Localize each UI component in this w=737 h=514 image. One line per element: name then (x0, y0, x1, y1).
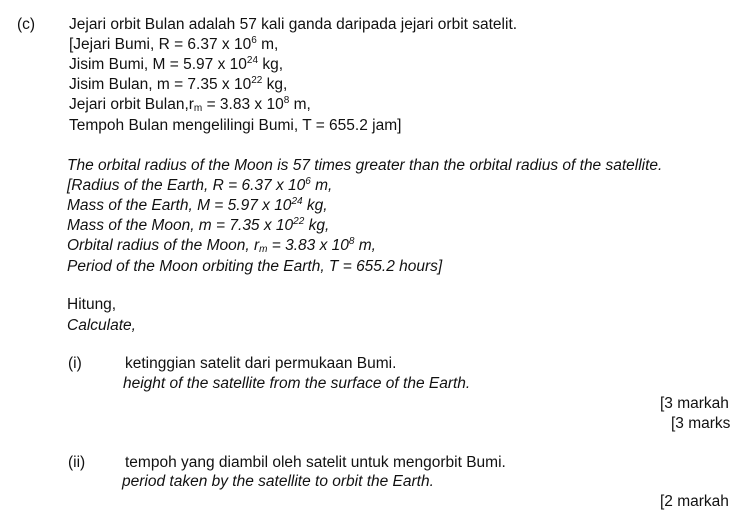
malay-intro: Jejari orbit Bulan adalah 57 kali ganda daripada jejari orbit satelit. (69, 16, 518, 33)
given-unit: m, (289, 96, 311, 113)
english-given-period-moon (67, 257, 442, 276)
given-subscript: m (259, 244, 268, 255)
given-exponent: 8 (283, 95, 290, 106)
question-i-marks-malay: [3 markah (660, 395, 729, 412)
malay-given-mass-earth (69, 55, 283, 74)
given-text: Jejari orbit Bulan,r (69, 96, 194, 113)
given-exponent: 8 (348, 236, 355, 247)
given-text: Jisim Bulan, m = 7.35 x 10 (69, 76, 252, 93)
english-given-mass-moon (67, 216, 329, 235)
given-unit: m, (256, 36, 279, 53)
given-text: Mass of the Moon, m = 7.35 x 10 (67, 217, 294, 234)
given-text: Mass of the Earth, M = 5.97 x 10 (67, 197, 292, 214)
given-text: [Radius of the Earth, R = 6.37 x 10 (67, 177, 306, 194)
given-unit: m, (354, 237, 376, 254)
given-text: Orbital radius of the Moon, r (67, 237, 260, 254)
given-exponent: 22 (293, 216, 305, 227)
question-i-marks-english: [3 marks (671, 415, 731, 432)
given-text: [Jejari Bumi, R = 6.37 x 10 (69, 36, 252, 53)
given-unit: kg, (258, 56, 283, 73)
given-text: Period of the Moon orbiting the Earth, T = 655.2 hours] (67, 258, 443, 275)
question-i-label: (i) (68, 355, 82, 372)
english-given-mass-earth (67, 196, 328, 215)
malay-given-radius-earth (69, 35, 278, 54)
given-text: = 3.83 x 10 (202, 96, 284, 113)
malay-given-orbit-radius-moon (69, 95, 311, 114)
question-ii-marks-malay: [2 markah (660, 493, 729, 510)
question-ii-label: (ii) (68, 454, 86, 471)
given-exponent: 22 (251, 75, 263, 86)
malay-given-mass-moon (69, 75, 287, 94)
given-exponent: 6 (305, 176, 311, 187)
given-exponent: 24 (246, 55, 259, 66)
given-exponent: 6 (251, 35, 257, 46)
given-text: = 3.83 x 10 (267, 237, 349, 254)
question-i-english: height of the satellite from the surface of the Earth. (123, 375, 471, 392)
given-text: Tempoh Bulan mengelilingi Bumi, T = 655.2 jam] (69, 117, 402, 134)
malay-given-period-moon (69, 116, 401, 135)
given-subscript: m (193, 103, 203, 114)
given-text: Jisim Bumi, M = 5.97 x 10 (69, 56, 247, 73)
calculate-english: Calculate, (67, 317, 136, 334)
calculate-malay: Hitung, (67, 296, 117, 313)
given-unit: m, (310, 177, 333, 194)
given-unit: kg, (302, 197, 328, 214)
english-intro: The orbital radius of the Moon is 57 times greater than the orbital radius of the satellite. (67, 157, 663, 174)
english-given-radius-earth (67, 176, 332, 195)
given-unit: kg, (262, 76, 288, 93)
part-label: (c) (17, 16, 36, 33)
question-ii-malay: tempoh yang diambil oleh satelit untuk mengorbit Bumi. (125, 454, 506, 471)
english-given-orbit-radius-moon (67, 236, 376, 255)
given-unit: kg, (304, 217, 330, 234)
question-ii-english: period taken by the satellite to orbit the Earth. (122, 473, 434, 490)
given-exponent: 24 (291, 196, 303, 207)
question-i-malay: ketinggian satelit dari permukaan Bumi. (125, 355, 397, 372)
